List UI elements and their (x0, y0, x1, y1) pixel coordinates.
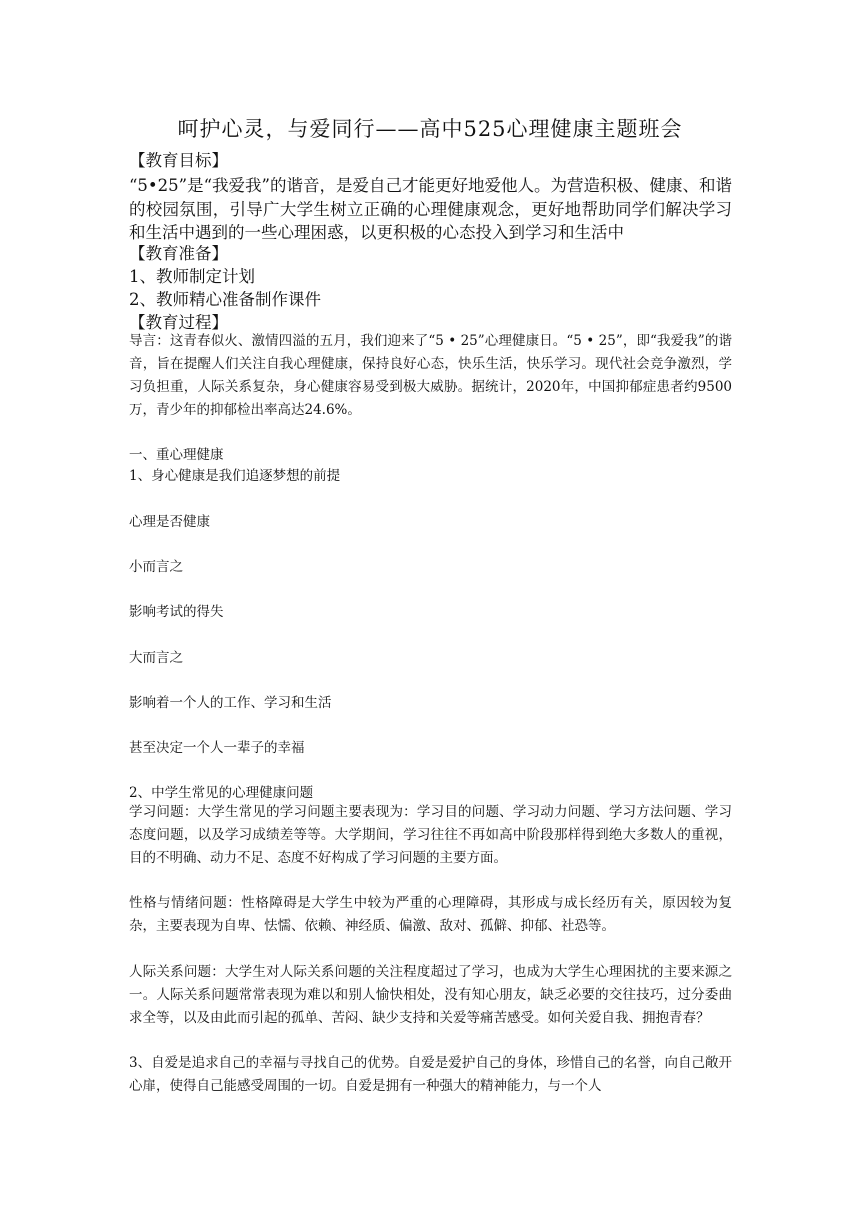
text-line: 小而言之 (129, 559, 183, 575)
prep-item: 2、教师精心准备制作课件 (129, 290, 321, 309)
text-line: 大而言之 (129, 650, 183, 666)
text-line: 心理是否健康 (129, 514, 210, 530)
text-line: 甚至决定一个人一辈子的幸福 (129, 740, 305, 756)
personality-problem-paragraph: 性格与情绪问题：性格障碍是大学生中较为严重的心理障碍，其形成与成长经历有关，原因较为复杂，主要表现为自卑、怯懦、依赖、神经质、偏激、敌对、孤僻、抑郁、社恐等。 (129, 895, 732, 934)
heading-education-process: 【教育过程】 (129, 313, 228, 332)
section-heart-health: 一、重心理健康 (129, 447, 224, 463)
relationship-problem-paragraph: 人际关系问题：大学生对人际关系问题的关注程度超过了学习，也成为大学生心理困扰的主要来源之一。人际关系问题常常表现为难以和别人愉快相处，没有知心朋友，缺乏必要的交往技巧，过分委曲求全等，以及由此而引起的孤单、苦闷、缺少支持和关爱等痛苦感受。如何关爱自我、拥抱青春？ (129, 964, 732, 1026)
point-self-love: 3、自爱是追求自己的幸福与寻找自己的优势。自爱是爱护自己的身体，珍惜自己的名誉，向自己敞开心扉，使得自己能感受周围的一切。自爱是拥有一种强大的精神能力，与一个人 (129, 1055, 732, 1094)
point-body-mind: 1、身心健康是我们追逐梦想的前提 (129, 468, 341, 484)
heading-education-goal: 【教育目标】 (129, 151, 228, 170)
text-line: 影响着一个人的工作、学习和生活 (129, 695, 332, 711)
goal-paragraph: “5•25”是“我爱我”的谐音，是爱自己才能更好地爱他人。为营造积极、健康、和谐的校园氛围，引导广大学生树立正确的心理健康观念，更好地帮助同学们解决学习和生活中遇到的一些心理困惑，以更积极的心态投入到学习和生活中 (129, 176, 732, 242)
intro-paragraph: 导言：这青春似火、激情四溢的五月，我们迎来了“5 • 25”心理健康日。“5 • 25”，即“我爱我”的谐音，旨在提醒人们关注自我心理健康，保持良好心态，快乐生活，快乐学习。现代社会竞争激烈，学习负担重，人际关系复杂，身心健康容易受到极大威胁。据统计，2020年，中国抑郁症患者约9500万，青少年的抑郁检出率高达24.6%。 (129, 333, 732, 418)
point-common-problems: 2、中学生常见的心理健康问题 (129, 785, 314, 801)
document-title: 呵护心灵，与爱同行——高中525心理健康主题班会 (177, 117, 683, 141)
heading-education-prep: 【教育准备】 (129, 244, 228, 263)
study-problem-paragraph: 学习问题：大学生常见的学习问题主要表现为：学习目的问题、学习动力问题、学习方法问题、学习态度问题，以及学习成绩差等等。大学期间，学习往往不再如高中阶段那样得到绝大多数人的重视，目的不明确、动力不足、态度不好构成了学习问题的主要方面。 (129, 804, 732, 866)
prep-item: 1、教师制定计划 (129, 267, 255, 286)
text-line: 影响考试的得失 (129, 604, 224, 620)
